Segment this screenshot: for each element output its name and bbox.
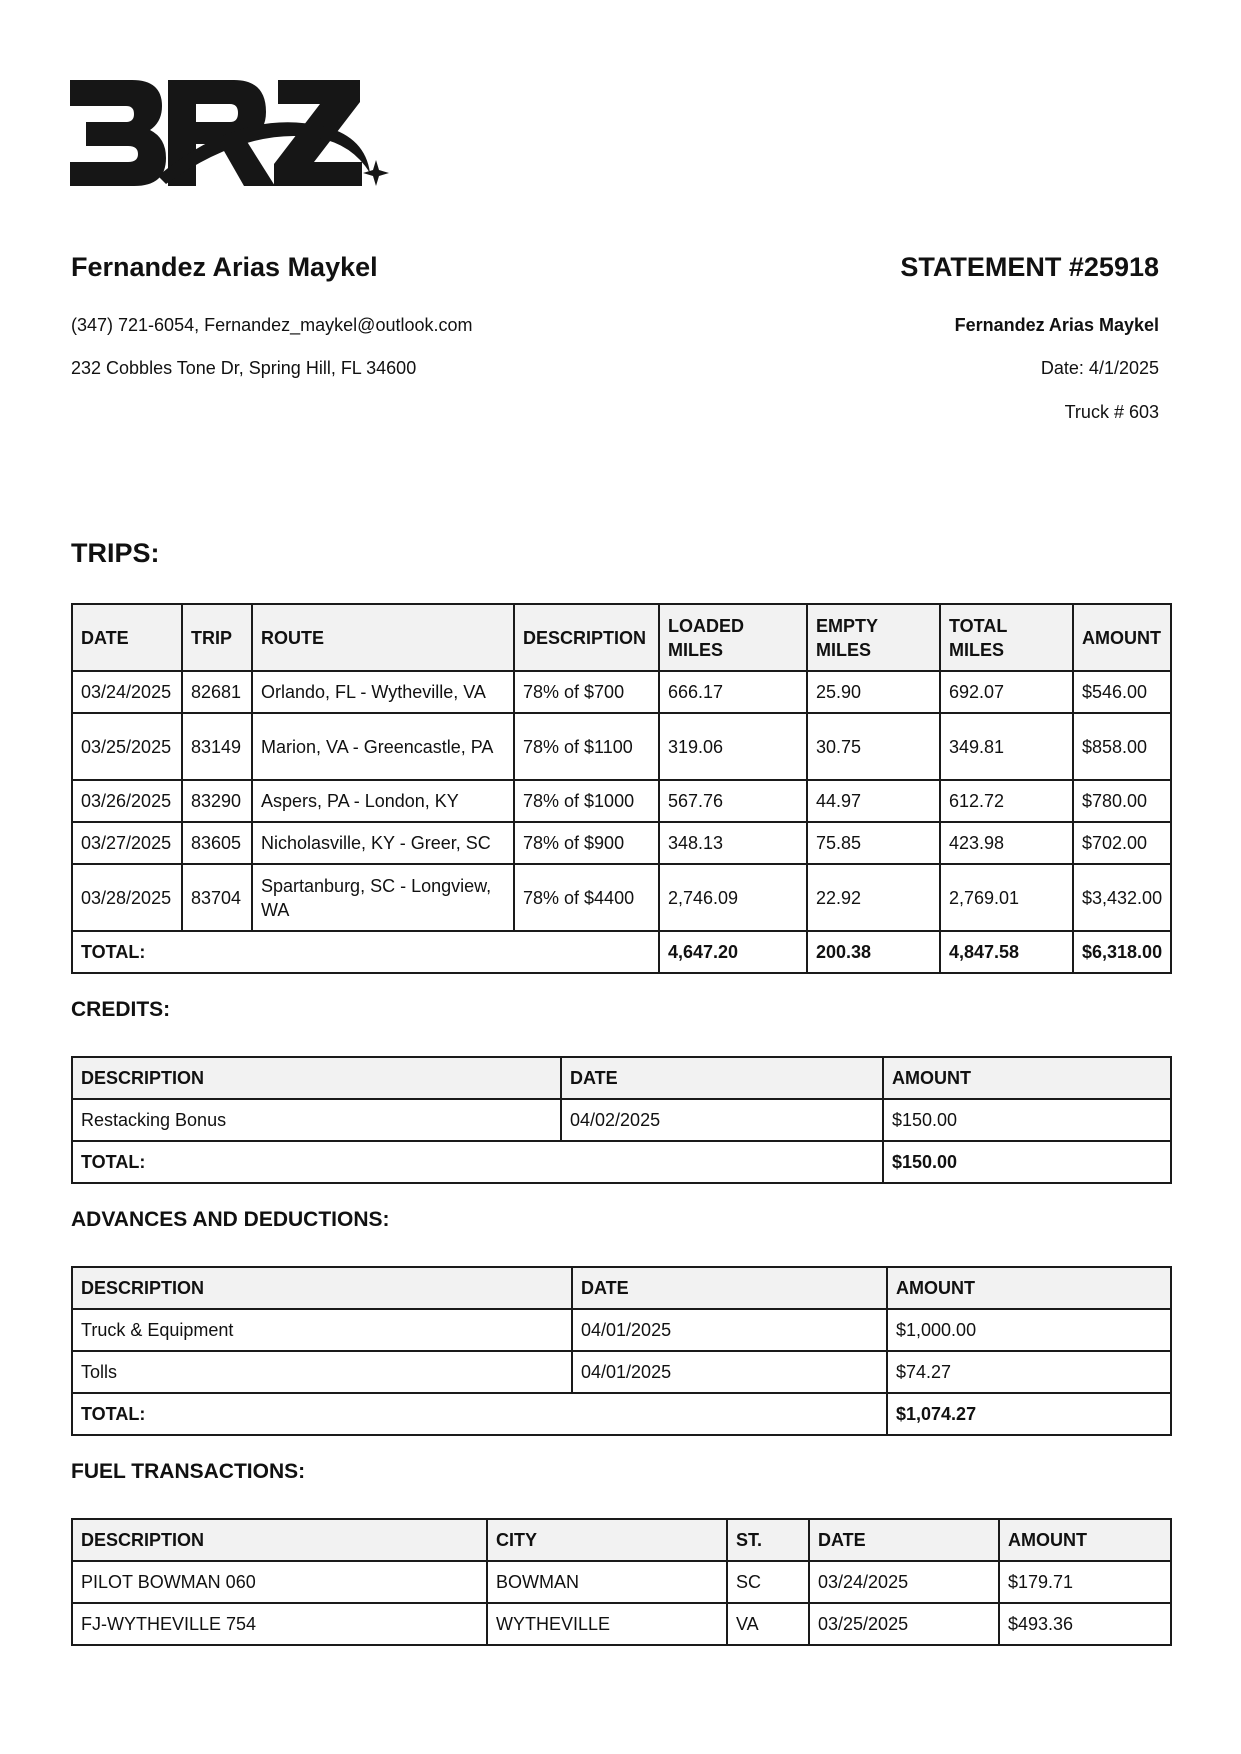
table-row (72, 1603, 1171, 1645)
trip-empty-miles: 25.90 (807, 671, 940, 713)
statement-date: Date: 4/1/2025 (1040, 358, 1159, 378)
credits-total-row (72, 1141, 1171, 1183)
table-row (72, 1561, 1171, 1603)
credit-date: 04/02/2025 (561, 1099, 883, 1141)
trip-empty-miles: 75.85 (807, 822, 940, 864)
trip-total-miles: 423.98 (940, 822, 1073, 864)
trip-number: 83290 (182, 780, 252, 822)
fuel-description: FJ-WYTHEVILLE 754 (72, 1603, 487, 1645)
credits-heading: CREDITS: (71, 998, 171, 1021)
trip-total-miles: 612.72 (940, 780, 1073, 822)
trip-amount: $702.00 (1073, 822, 1171, 864)
trips-col-route: ROUTE (252, 604, 514, 671)
deductions-table (71, 1266, 1172, 1436)
deductions-col-amount: AMOUNT (887, 1267, 1171, 1309)
company-contact: (347) 721-6054, Fernandez_maykel@outlook.com (71, 315, 473, 335)
trips-col-empty-miles: EMPTY MILES (807, 604, 940, 671)
deductions-col-date: DATE (572, 1267, 887, 1309)
deduction-description: Truck & Equipment (72, 1309, 572, 1351)
credits-col-description: DESCRIPTION (72, 1057, 561, 1099)
trip-number: 83704 (182, 864, 252, 931)
trip-description: 78% of $1000 (514, 780, 659, 822)
trip-route: Aspers, PA - London, KY (252, 780, 514, 822)
trip-loaded-miles: 666.17 (659, 671, 807, 713)
deductions-heading: ADVANCES AND DEDUCTIONS: (71, 1208, 390, 1231)
trips-total-empty: 200.38 (807, 931, 940, 973)
fuel-col-description: DESCRIPTION (72, 1519, 487, 1561)
trip-number: 82681 (182, 671, 252, 713)
trip-date: 03/27/2025 (72, 822, 182, 864)
trips-col-date: DATE (72, 604, 182, 671)
table-row (72, 1309, 1171, 1351)
fuel-state: SC (727, 1561, 809, 1603)
fuel-description: PILOT BOWMAN 060 (72, 1561, 487, 1603)
trip-total-miles: 2,769.01 (940, 864, 1073, 931)
trip-total-miles: 692.07 (940, 671, 1073, 713)
trip-date: 03/24/2025 (72, 671, 182, 713)
trip-description: 78% of $1100 (514, 713, 659, 780)
fuel-heading: FUEL TRANSACTIONS: (71, 1460, 306, 1483)
trips-total-label: TOTAL: (72, 931, 659, 973)
trip-empty-miles: 30.75 (807, 713, 940, 780)
trip-loaded-miles: 567.76 (659, 780, 807, 822)
deductions-header-row (72, 1267, 1171, 1309)
trips-col-total-miles: TOTAL MILES (940, 604, 1073, 671)
credits-col-date: DATE (561, 1057, 883, 1099)
bill-to-name: Fernandez Arias Maykel (954, 315, 1159, 335)
trip-loaded-miles: 2,746.09 (659, 864, 807, 931)
truck-number: Truck # 603 (1064, 402, 1159, 422)
deductions-total-label: TOTAL: (72, 1393, 887, 1435)
table-row (72, 713, 1171, 780)
fuel-table (71, 1518, 1172, 1646)
table-row (72, 864, 1171, 931)
credit-amount: $150.00 (883, 1099, 1171, 1141)
trip-date: 03/25/2025 (72, 713, 182, 780)
trips-col-trip: TRIP (182, 604, 252, 671)
fuel-amount: $179.71 (999, 1561, 1171, 1603)
trip-amount: $3,432.00 (1073, 864, 1171, 931)
trips-col-description: DESCRIPTION (514, 604, 659, 671)
table-row (72, 780, 1171, 822)
credits-total-amount: $150.00 (883, 1141, 1171, 1183)
trips-col-amount: AMOUNT (1073, 604, 1171, 671)
fuel-col-state: ST. (727, 1519, 809, 1561)
fuel-col-date: DATE (809, 1519, 999, 1561)
trip-amount: $858.00 (1073, 713, 1171, 780)
deduction-amount: $74.27 (887, 1351, 1171, 1393)
company-logo (70, 78, 390, 193)
trips-total-row (72, 931, 1171, 973)
trips-col-loaded-miles: LOADED MILES (659, 604, 807, 671)
trip-description: 78% of $900 (514, 822, 659, 864)
trips-heading: TRIPS: (71, 538, 160, 568)
credits-col-amount: AMOUNT (883, 1057, 1171, 1099)
trips-total-miles: 4,847.58 (940, 931, 1073, 973)
trip-number: 83149 (182, 713, 252, 780)
trip-route: Orlando, FL - Wytheville, VA (252, 671, 514, 713)
deduction-amount: $1,000.00 (887, 1309, 1171, 1351)
trips-total-amount: $6,318.00 (1073, 931, 1171, 973)
credits-header-row (72, 1057, 1171, 1099)
deduction-date: 04/01/2025 (572, 1351, 887, 1393)
fuel-date: 03/24/2025 (809, 1561, 999, 1603)
credit-description: Restacking Bonus (72, 1099, 561, 1141)
trip-empty-miles: 22.92 (807, 864, 940, 931)
deductions-col-description: DESCRIPTION (72, 1267, 572, 1309)
trips-table (71, 603, 1172, 974)
fuel-header-row (72, 1519, 1171, 1561)
trip-loaded-miles: 319.06 (659, 713, 807, 780)
trip-amount: $546.00 (1073, 671, 1171, 713)
trip-route: Marion, VA - Greencastle, PA (252, 713, 514, 780)
trip-loaded-miles: 348.13 (659, 822, 807, 864)
deduction-date: 04/01/2025 (572, 1309, 887, 1351)
trip-description: 78% of $4400 (514, 864, 659, 931)
fuel-col-amount: AMOUNT (999, 1519, 1171, 1561)
trip-date: 03/26/2025 (72, 780, 182, 822)
deduction-description: Tolls (72, 1351, 572, 1393)
company-address: 232 Cobbles Tone Dr, Spring Hill, FL 34600 (71, 358, 417, 378)
table-row (72, 671, 1171, 713)
deductions-total-amount: $1,074.27 (887, 1393, 1171, 1435)
fuel-date: 03/25/2025 (809, 1603, 999, 1645)
trips-header-row (72, 604, 1171, 671)
fuel-col-city: CITY (487, 1519, 727, 1561)
trip-amount: $780.00 (1073, 780, 1171, 822)
credits-total-label: TOTAL: (72, 1141, 883, 1183)
trip-description: 78% of $700 (514, 671, 659, 713)
fuel-city: BOWMAN (487, 1561, 727, 1603)
fuel-state: VA (727, 1603, 809, 1645)
table-row (72, 1099, 1171, 1141)
deductions-total-row (72, 1393, 1171, 1435)
table-row (72, 1351, 1171, 1393)
statement-title: STATEMENT #25918 (900, 252, 1159, 282)
company-name: Fernandez Arias Maykel (71, 252, 378, 282)
trip-total-miles: 349.81 (940, 713, 1073, 780)
trip-number: 83605 (182, 822, 252, 864)
trip-route: Nicholasville, KY - Greer, SC (252, 822, 514, 864)
fuel-amount: $493.36 (999, 1603, 1171, 1645)
credits-table (71, 1056, 1172, 1184)
table-row (72, 822, 1171, 864)
trip-route: Spartanburg, SC - Longview, WA (252, 864, 514, 931)
fuel-city: WYTHEVILLE (487, 1603, 727, 1645)
trips-total-loaded: 4,647.20 (659, 931, 807, 973)
trip-empty-miles: 44.97 (807, 780, 940, 822)
trip-date: 03/28/2025 (72, 864, 182, 931)
